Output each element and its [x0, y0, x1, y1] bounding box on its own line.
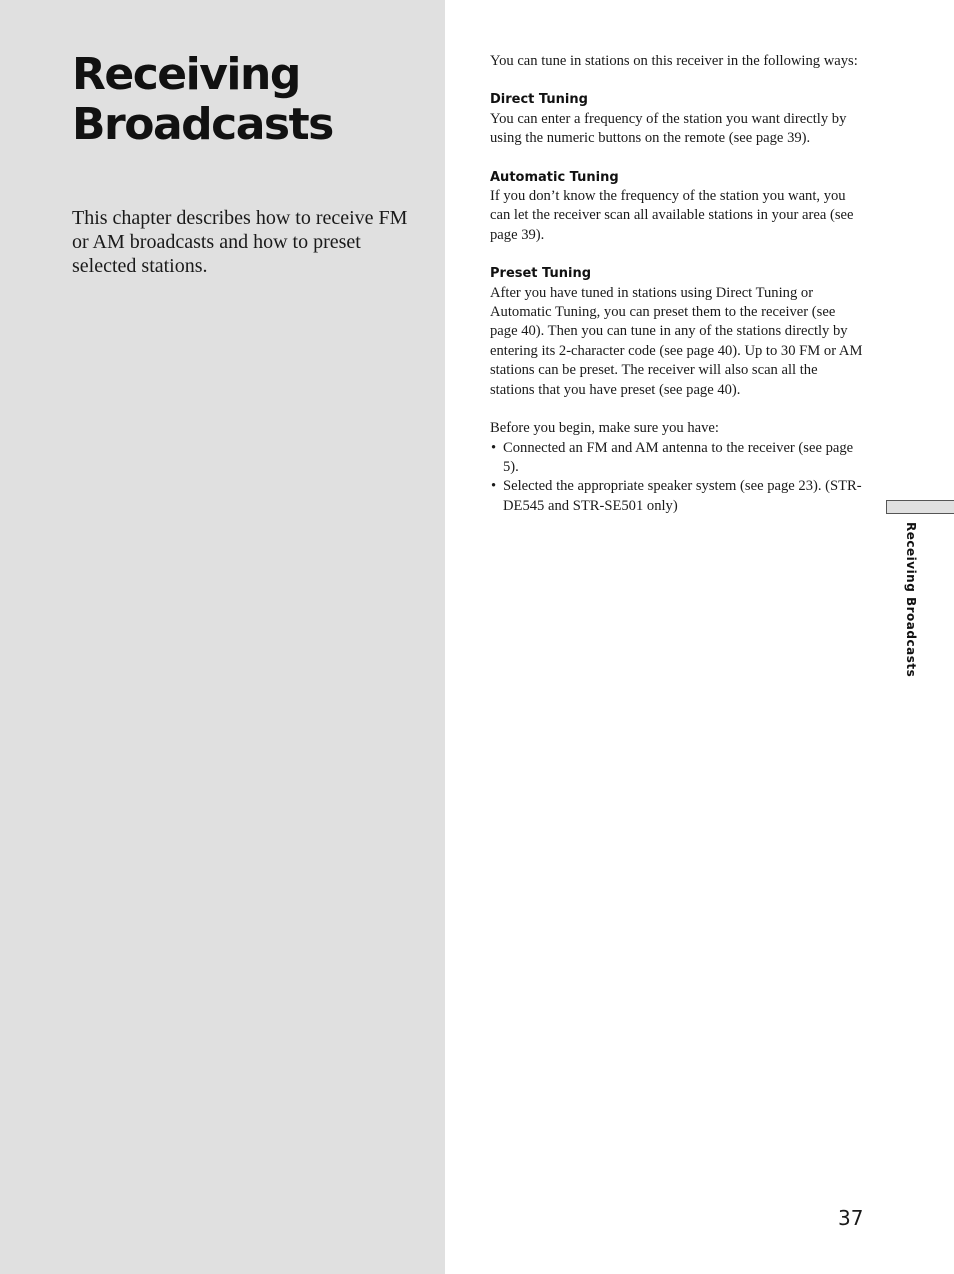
- section-heading: Direct Tuning: [490, 92, 588, 108]
- before-you-begin: [490, 419, 865, 516]
- lead-paragraph: You can tune in stations on this receiver in the following ways:: [490, 53, 858, 69]
- section-direct-tuning: [490, 90, 865, 148]
- prerequisite-list: [490, 439, 865, 517]
- page-number: 37: [838, 1206, 864, 1230]
- chapter-title-line-1: Receiving: [72, 49, 300, 100]
- section-heading: Preset Tuning: [490, 266, 592, 282]
- chapter-tab-marker: [886, 500, 954, 514]
- section-automatic-tuning: [490, 168, 865, 246]
- main-text-column: [490, 52, 865, 516]
- chapter-intro: This chapter describes how to receive FM or AM broadcasts and how to preset selected stations.: [72, 207, 408, 277]
- section-body: You can enter a frequency of the station you want directly by using the numeric buttons on the remote (see page 39).: [490, 110, 847, 147]
- side-chapter-label: Receiving Broadcasts: [904, 522, 918, 678]
- section-preset-tuning: [490, 264, 865, 400]
- section-body: After you have tuned in stations using Direct Tuning or Automatic Tuning, you can preset them to the receiver (see page 40). Then you can tune in any of the stations directly by entering its 2-character code (see page 40). Up to 30 FM or AM stations can be preset. The receiver will also scan all the stations that you have preset (see page 40).: [490, 284, 863, 398]
- before-intro: Before you begin, make sure you have:: [490, 420, 719, 437]
- chapter-title: [72, 50, 333, 150]
- chapter-title-line-2: Broadcasts: [72, 99, 333, 150]
- chapter-sidebar-panel: [0, 0, 445, 1274]
- list-item: • Connected an FM and AM antenna to the receiver (see page 5).: [490, 439, 865, 478]
- section-heading: Automatic Tuning: [490, 169, 619, 185]
- list-item: • Selected the appropriate speaker system (see page 23). (STR-DE545 and STR-SE501 only): [490, 477, 865, 516]
- section-body: If you don’t know the frequency of the station you want, you can let the receiver scan all available stations in your area (see page 39).: [490, 188, 854, 243]
